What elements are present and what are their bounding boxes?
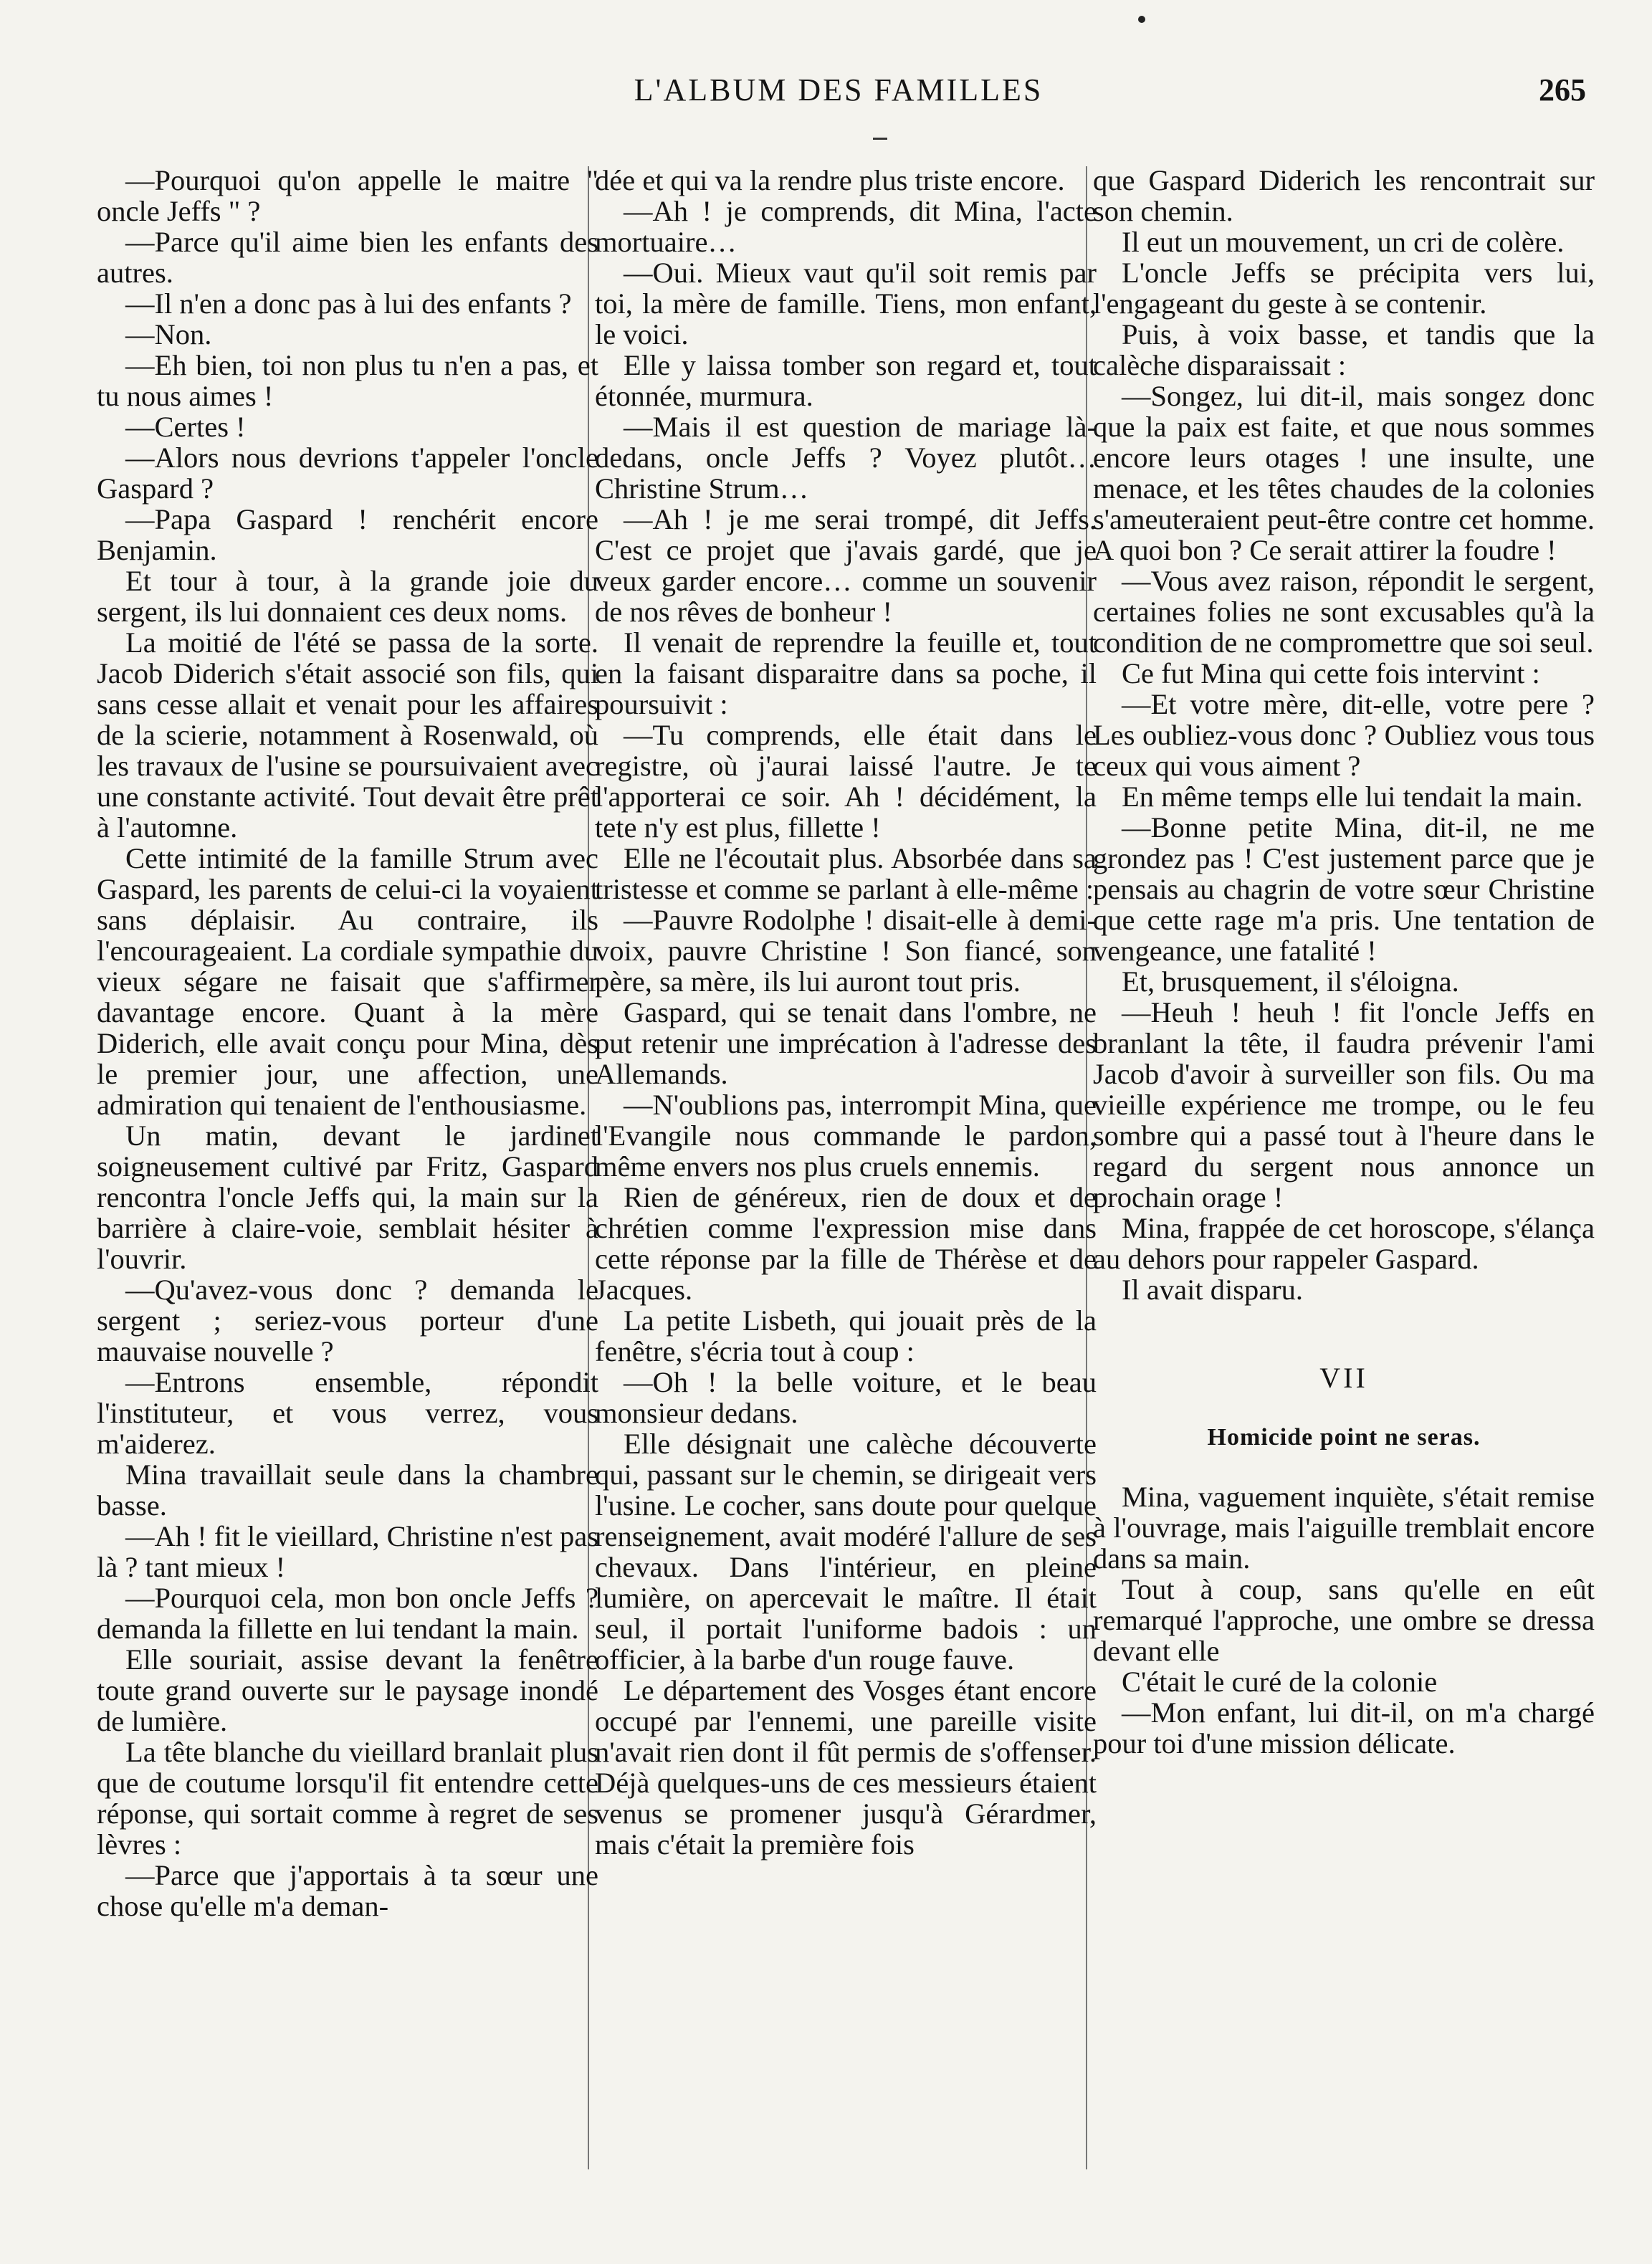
paragraph: La moitié de l'été se passa de la sorte. Jacob Diderich s'était associé son fils, qui sans cesse allait et venait pour les affaires de la scierie, notamment à Rosenwald, où les travaux de l'usine se poursuivaient avec une constante activité. Tout devait être prêt à l'automne. (97, 626, 598, 844)
paragraph: —Songez, lui dit-il, mais songez donc que la paix est faite, et que nous sommes encore leurs otages ! une insulte, une menace, et les têtes chaudes de la colonies s'ameuteraient peut-être contre cet homme. A quoi bon ? Ce serait attirer la foudre ! (1093, 380, 1595, 566)
paragraph: —Non. (125, 318, 212, 350)
chapter-heading: VII (1319, 1362, 1368, 1394)
paragraph: —Parce que j'apportais à ta sœur une chose qu'elle m'a deman- (97, 1859, 598, 1922)
paragraph: Cette intimité de la famille Strum avec Gaspard, les parents de celui-ci la voyaient sans déplaisir. Au contraire, ils l'encourageaient. La cordiale sympathie du vieux ségare ne faisait que s'affirmer davantage encore. Quant à la mère Diderich, elle avait conçu pour Mina, dès le premier jour, une affection, une admiration qui tenaient de l'enthousiasme. (97, 842, 598, 1121)
paragraph: —Ah ! fit le vieillard, Christine n'est pas là ? tant mieux ! (97, 1520, 598, 1583)
paragraph: —Ah ! je me serai trompé, dit Jeffs. C'est ce projet que j'avais gardé, que je veux garder encore… comme un souvenir de nos rêves de bonheur ! (595, 503, 1097, 628)
paragraph: Mina, vaguement inquiète, s'était remise à l'ouvrage, mais l'aiguille tremblait encore dans sa main. (1093, 1481, 1595, 1575)
paragraph: —Parce qu'il aime bien les enfants des autres. (97, 226, 598, 289)
page-number: 265 (1539, 72, 1586, 108)
paragraph: Ce fut Mina qui cette fois intervint : (1122, 657, 1540, 689)
paragraph: Mina, frappée de cet horoscope, s'élança au dehors pour rappeler Gaspard. (1093, 1212, 1595, 1275)
paragraph: Et, brusquement, il s'éloigna. (1122, 965, 1459, 998)
paragraph: Elle y laissa tomber son regard et, tout étonnée, murmura. (595, 349, 1097, 412)
paragraph: Elle ne l'écoutait plus. Absorbée dans sa tristesse et comme se parlant à elle-même : (595, 842, 1097, 905)
header-dash (873, 138, 887, 140)
paragraph: C'était le curé de la colonie (1122, 1666, 1438, 1698)
paragraph: —Mais il est question de mariage là-dedans, oncle Jeffs ? Voyez plutôt…Christine Strum… (595, 411, 1097, 505)
text-column-2 (595, 165, 1097, 1860)
paragraph: Il eut un mouvement, un cri de colère. (1122, 226, 1565, 258)
paragraph: —Pourquoi cela, mon bon oncle Jeffs ? demanda la fillette en lui tendant la main. (97, 1582, 598, 1645)
paragraph: Un matin, devant le jardinet soigneusement cultivé par Fritz, Gaspard rencontra l'oncle Jeffs qui, la main sur la barrière à claire-voie, semblait hésiter à l'ouvrir. (97, 1119, 598, 1275)
paragraph: Il avait disparu. (1122, 1274, 1304, 1306)
page-header (0, 72, 1652, 122)
paragraph: dée et qui va la rendre plus triste encore. (595, 164, 1065, 196)
paragraph: —Oui. Mieux vaut qu'il soit remis par toi, la mère de famille. Tiens, mon enfant, le voici. (595, 257, 1097, 350)
paragraph: —Bonne petite Mina, dit-il, ne me grondez pas ! C'est justement parce que je pensais au chagrin de votre sœur Christine que cette rage m'a pris. Une tentation de vengeance, une fatalité ! (1093, 811, 1595, 967)
paragraph: La tête blanche du vieillard branlait plus que de coutume lorsqu'il fit entendre cette réponse, qui sortait comme à regret de ses lèvres : (97, 1736, 598, 1861)
paragraph: Elle souriait, assise devant la fenêtre toute grand ouverte sur le paysage inondé de lumière. (97, 1643, 598, 1737)
text-column-1 (97, 165, 598, 1921)
paragraph: —Alors nous devrions t'appeler l'oncle Gaspard ? (97, 441, 598, 505)
paragraph: —Papa Gaspard ! renchérit encore Benjamin. (97, 503, 598, 566)
paragraph: —Eh bien, toi non plus tu n'en a pas, et tu nous aimes ! (97, 349, 598, 412)
paragraph: que Gaspard Diderich les rencontrait sur son chemin. (1093, 164, 1595, 227)
paragraph: —Mon enfant, lui dit-il, on m'a chargé pour toi d'une mission délicate. (1093, 1696, 1595, 1759)
paragraph: —Qu'avez-vous donc ? demanda le sergent ; seriez-vous porteur d'une mauvaise nouvelle ? (97, 1274, 598, 1367)
paragraph: Le département des Vosges étant encore occupé par l'ennemi, une pareille visite n'avait rien dont il fût permis de s'offenser. Déjà quelques-uns de ces messieurs étaient venus se promener jusqu'à Gérardmer, mais c'était la première fois (595, 1674, 1097, 1861)
paragraph: —Certes ! (125, 411, 246, 443)
ink-speck (1138, 16, 1145, 23)
running-title: L'ALBUM DES FAMILLES (634, 72, 1044, 108)
paragraph: Mina travaillait seule dans la chambre basse. (97, 1458, 598, 1522)
paragraph: —Ah ! je comprends, dit Mina, l'acte mortuaire… (595, 195, 1097, 258)
paragraph: La petite Lisbeth, qui jouait près de la fenêtre, s'écria tout à coup : (595, 1304, 1097, 1367)
paragraph: —Pauvre Rodolphe ! disait-elle à demi-voix, pauvre Christine ! Son fiancé, son père, sa mère, ils lui auront tout pris. (595, 904, 1097, 998)
chapter-subtitle: Homicide point ne seras. (1207, 1424, 1481, 1451)
text-column-3 (1093, 165, 1595, 1759)
paragraph: —Et votre mère, dit-elle, votre pere ? Les oubliez-vous donc ? Oubliez vous tous ceux qui vous aiment ? (1093, 688, 1595, 782)
paragraph: Il venait de reprendre la feuille et, tout en la faisant disparaitre dans sa poche, il poursuivit : (595, 626, 1097, 720)
paragraph: —Vous avez raison, répondit le sergent, certaines folies ne sont excusables qu'à la condition de ne compromettre que soi seul. (1093, 565, 1595, 659)
paragraph: Tout à coup, sans qu'elle en eût remarqué l'approche, une ombre se dressa devant elle (1093, 1573, 1595, 1667)
paragraph: Gaspard, qui se tenait dans l'ombre, ne put retenir une imprécation à l'adresse des Allemands. (595, 996, 1097, 1090)
paragraph: En même temps elle lui tendait la main. (1122, 780, 1583, 813)
paragraph: —Oh ! la belle voiture, et le beau monsieur dedans. (595, 1366, 1097, 1429)
paragraph: —N'oublions pas, interrompit Mina, que l'Evangile nous commande le pardon, même envers nos plus cruels ennemis. (595, 1089, 1097, 1183)
paragraph: Et tour à tour, à la grande joie du sergent, ils lui donnaient ces deux noms. (97, 565, 598, 628)
paragraph: Rien de généreux, rien de doux et de chrétien comme l'expression mise dans cette réponse par la fille de Thérèse et de Jacques. (595, 1181, 1097, 1306)
paragraph: Puis, à voix basse, et tandis que la calèche disparaissait : (1093, 318, 1595, 381)
paragraph: —Il n'en a donc pas à lui des enfants ? (125, 287, 572, 320)
paragraph: Elle désignait une calèche découverte qui, passant sur le chemin, se dirigeait vers l'usine. Le cocher, sans doute pour quelque renseignement, avait modéré l'allure de ses chevaux. Dans l'intérieur, en pleine lumière, on apercevait le maître. Il était seul, il portait l'uniforme badois : un officier, à la barbe d'un rouge fauve. (595, 1428, 1097, 1676)
paragraph: —Heuh ! heuh ! fit l'oncle Jeffs en branlant la tête, il faudra prévenir l'ami Jacob d'avoir à surveiller son fils. Ou ma vieille expérience me trompe, ou le feu sombre qui a passé tout à l'heure dans le regard du sergent nous annonce un prochain orage ! (1093, 996, 1595, 1213)
paragraph: —Pourquoi qu'on appelle le maitre " oncle Jeffs " ? (97, 164, 598, 227)
paragraph: —Tu comprends, elle était dans le registre, où j'aurai laissé l'autre. Je te l'apporterai ce soir. Ah ! décidément, la tete n'y est plus, fillette ! (595, 719, 1097, 844)
paragraph: —Entrons ensemble, répondit l'instituteur, et vous verrez, vous m'aiderez. (97, 1366, 598, 1460)
paragraph: L'oncle Jeffs se précipita vers lui, l'engageant du geste à se contenir. (1093, 257, 1595, 320)
